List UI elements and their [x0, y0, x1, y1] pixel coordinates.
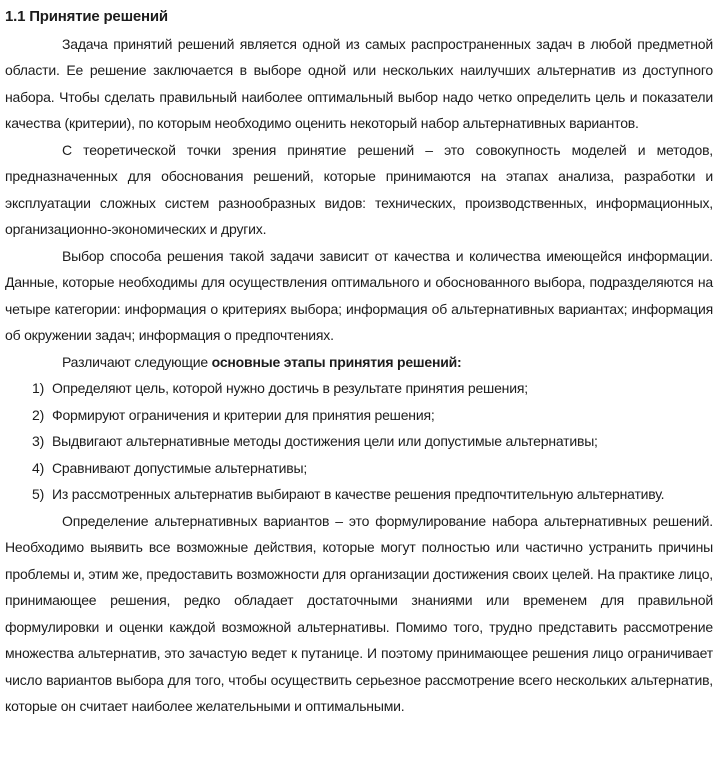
- list-item-3-number: 3): [32, 433, 45, 449]
- list-item-2-number: 2): [32, 406, 45, 423]
- list-item-3-text: Выдвигают альтернативные методы достижения цели или допустимые альтернативы;: [52, 433, 598, 449]
- list-item-4: [5, 455, 713, 482]
- list-item-3: [5, 428, 713, 455]
- list-intro-normal-text: Различают следующие: [62, 353, 212, 370]
- list-intro-bold-text: основные этапы принятия решений:: [211, 353, 462, 370]
- section-heading: 1.1 Принятие решений: [5, 8, 168, 25]
- paragraph-theoretical-view: С теоретической точки зрения принятие решений – это совокупность моделей и методов, предназначенных для обоснования решений, которые принимаются на этапах анализа, разработки и эксплуатации сложных систем разнообразных видов: технических, производственных, информационных, организационно-экономических и других.: [5, 141, 713, 237]
- paragraph-information-categories: Выбор способа решения такой задачи зависит от качества и количества имеющейся информации. Данные, которые необходимы для осуществления оптимального и обоснованного выбора, подразделяются на четыре категории: информация о критериях выбора; информация об альтернативных вариантах; информация об окружении задач; информация о предпочтениях.: [5, 247, 713, 343]
- list-item-5: [5, 481, 713, 508]
- list-item-1-number: 1): [32, 380, 45, 396]
- list-item-5-number: 5): [32, 486, 45, 502]
- paragraph-decision-task: Задача принятий решений является одной из самых распространенных задач в любой предметной области. Ее решение заключается в выборе одной или нескольких наилучших альтернатив из доступного набора. Чтобы сделать правильный наиболее оптимальный выбор надо четко определить цель и показатели качества (критерии), по которым необходимо оценить некоторый набор альтернативных вариантов.: [5, 35, 713, 131]
- list-item-4-text: Сравнивают допустимые альтернативы;: [52, 459, 308, 476]
- list-item-5-text: Из рассмотренных альтернатив выбирают в качестве решения предпочтительную альтернативу.: [52, 486, 665, 502]
- closing-paragraph: Определение альтернативных вариантов – это формулирование набора альтернативных решений. Необходимо выявить все возможные действия, которые могут полностью или частично устранить причины проблемы и, этим же, предоставить возможности для организации достижения своих целей. На практике лицо, принимающее решения, редко обладает достаточными знаниями или временем для правильной формулировки и оценки каждой возможной альтернативы. Помимо того, трудно представить рассмотрение множества альтернатив, это зачастую ведет к путанице. И поэтому принимающее решения лицо ограничивает число вариантов выбора для того, чтобы осуществить серьезное рассмотрение всего нескольких альтернатив, которые он считает наиболее желательными и оптимальными.: [5, 512, 713, 714]
- list-item-4-number: 4): [32, 459, 45, 476]
- list-item-1: [5, 375, 713, 402]
- list-intro: [5, 349, 713, 376]
- list-item-1-text: Определяют цель, которой нужно достичь в результате принятия решения;: [52, 380, 528, 396]
- list-item-2: [5, 402, 713, 429]
- decision-steps-list: [5, 375, 713, 508]
- list-item-2-text: Формируют ограничения и критерии для принятия решения;: [52, 406, 435, 423]
